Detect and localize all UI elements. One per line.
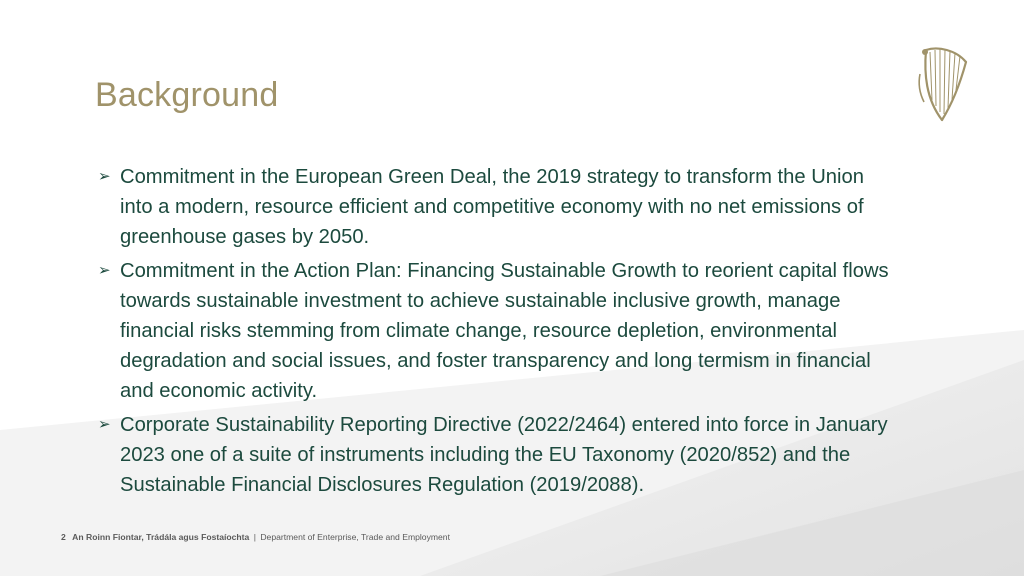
arrow-bullet-icon: ➢ xyxy=(98,416,111,433)
bullet-text: Corporate Sustainability Reporting Directive (2022/2464) entered into force in January 2023 one of a suite of instruments including the EU Taxonomy (2020/852) and the Sustainable Financial Disclosures Regulation (2019/2088). xyxy=(120,414,888,496)
slide-title: Background xyxy=(95,76,279,114)
arrow-bullet-icon: ➢ xyxy=(98,262,111,279)
department-name-irish: An Roinn Fiontar, Trádála agus Fostaíochta xyxy=(72,532,250,542)
arrow-bullet-icon: ➢ xyxy=(98,168,111,185)
bullet-item xyxy=(98,256,898,406)
bullet-text: Commitment in the European Green Deal, the 2019 strategy to transform the Union into a modern, resource efficient and competitive economy with no net emissions of greenhouse gases by 2050. xyxy=(120,166,864,248)
bullet-text: Commitment in the Action Plan: Financing Sustainable Growth to reorient capital flows towards sustainable investment to achieve sustainable inclusive growth, manage financial risks stemming from climate change, resource depletion, environmental degradation and social issues, and foster transparency and long termism in financial and economic activity. xyxy=(120,260,889,402)
page-number: 2 xyxy=(61,532,66,542)
bullet-list xyxy=(98,162,898,504)
department-name-english: Department of Enterprise, Trade and Employment xyxy=(260,532,450,542)
irish-harp-icon xyxy=(916,44,970,124)
footer-separator: | xyxy=(253,532,256,542)
bullet-item xyxy=(98,162,898,252)
bullet-item xyxy=(98,410,898,500)
slide-footer xyxy=(61,532,450,542)
